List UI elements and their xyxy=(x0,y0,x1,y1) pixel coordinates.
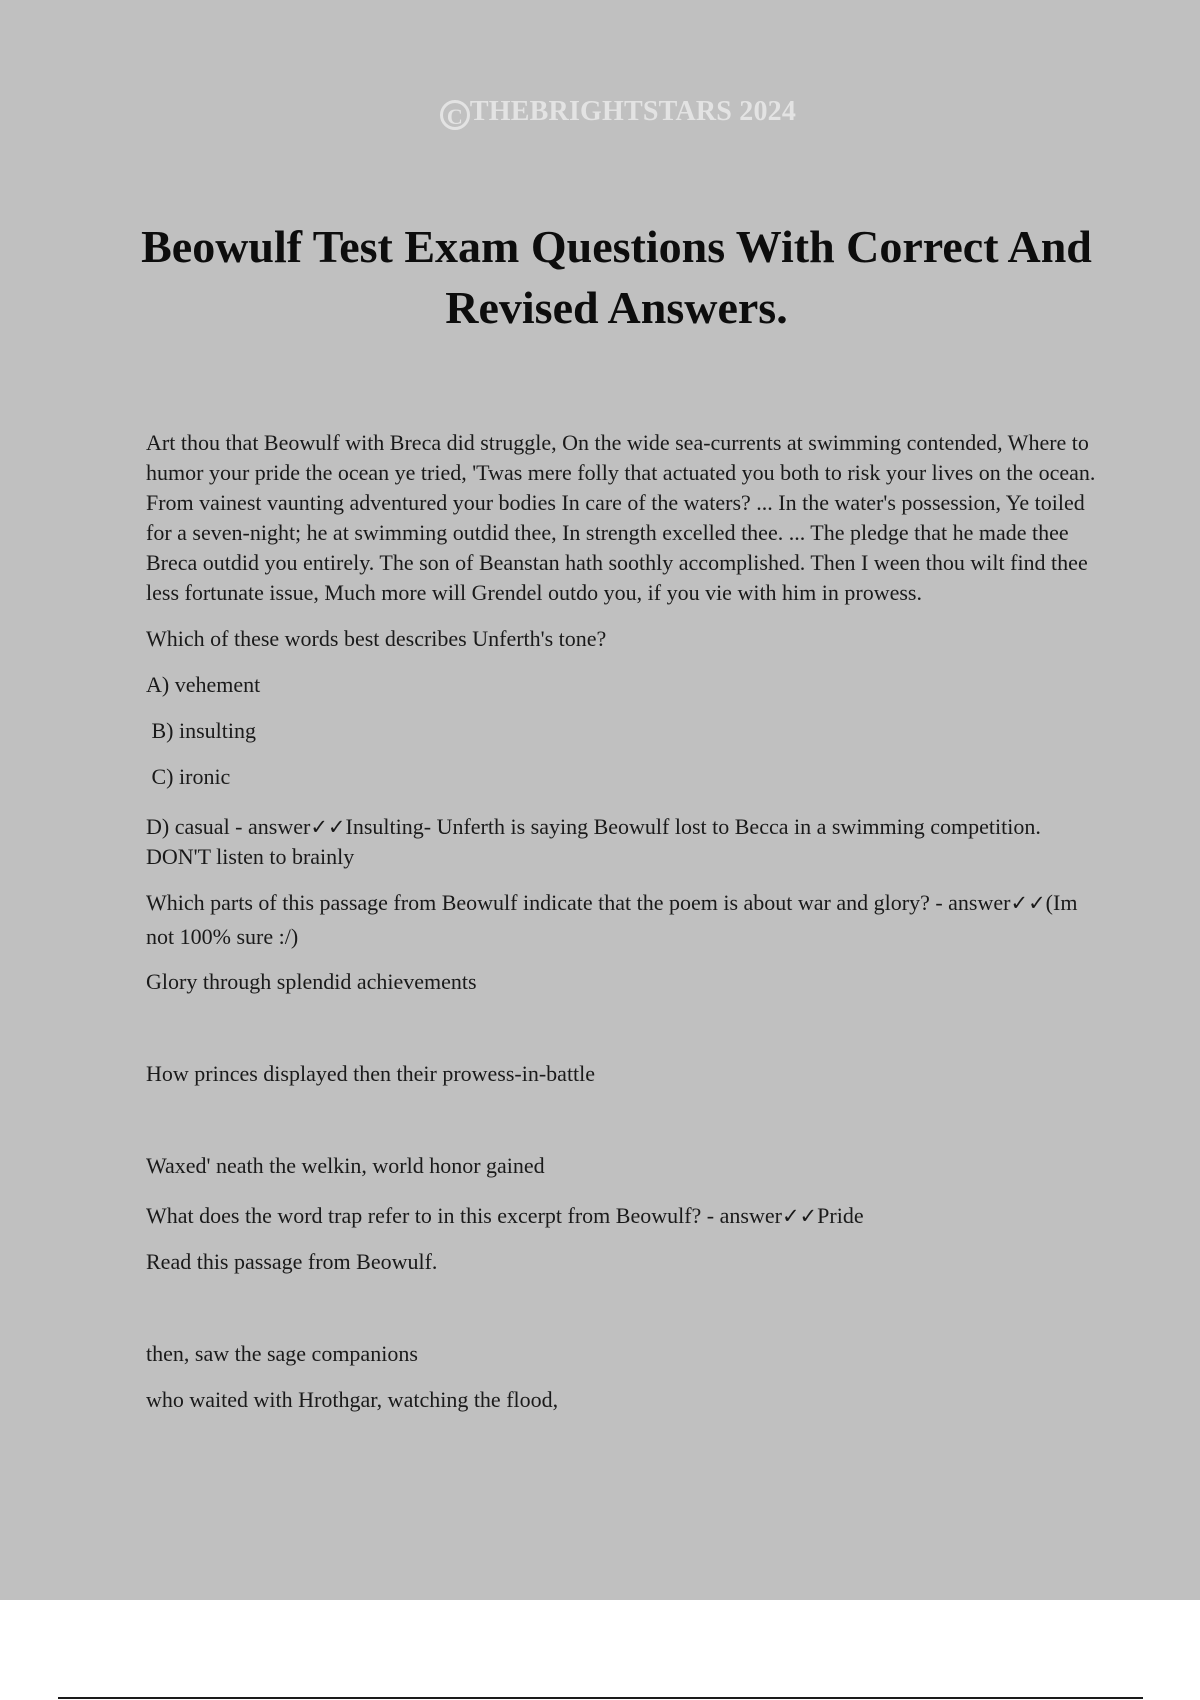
passage-paragraph: Art thou that Beowulf with Breca did struggle, On the wide sea-currents at swimming contended, Where to humor your pride the ocean ye tried, 'Twas mere folly that actuated you both to risk your lives on the ocean. From vainest vaunting adventured your bodies In care of the waters? ... In the water's possession, Ye toiled for a seven-night; he at swimming outdid thee, In strength excelled thee. ... The pledge that he made thee Breca outdid you entirely. The son of Beanstan hath soothly accomplished. Then I ween thou wilt find thee less fortunate issue, Much more will Grendel outdo you, if you vie with him in prowess. xyxy=(146,430,1096,605)
answer-text: Insulting- Unferth is saying Beowulf lost to Becca in a swimming competition. DON'T listen to brainly xyxy=(146,814,1041,869)
question-2 xyxy=(146,886,1101,953)
passage-intro: Read this passage from Beowulf. xyxy=(146,1249,438,1274)
option-c: C) ironic xyxy=(146,764,231,789)
answer-line-1: Glory through splendid achievements xyxy=(146,969,477,994)
question-3 xyxy=(146,1201,1101,1231)
option-b: B) insulting xyxy=(146,718,257,743)
question-3-text: What does the word trap refer to in this excerpt from Beowulf? - answer xyxy=(146,1203,782,1228)
document-title: Beowulf Test Exam Questions With Correct And Revised Answers. xyxy=(141,221,1092,333)
option-d-answer xyxy=(146,812,1101,872)
answer-line-3: Waxed' neath the welkin, world honor gained xyxy=(146,1153,545,1178)
question-1: Which of these words best describes Unferth's tone? xyxy=(146,626,607,651)
passage-line-1: then, saw the sage companions xyxy=(146,1341,418,1366)
watermark-text: THEBRIGHTSTARS 2024 xyxy=(469,96,797,127)
check-marks-icon: ✓✓ xyxy=(1010,891,1046,915)
question-2-text: Which parts of this passage from Beowulf indicate that the poem is about war and glory? - answer xyxy=(146,890,1011,915)
copyright-watermark xyxy=(0,96,1200,130)
answer-line-2: How princes displayed then their prowess-in-battle xyxy=(146,1061,596,1086)
document-body xyxy=(146,428,1101,1415)
answer-text: (Im not 100% sure :/) xyxy=(146,890,1078,949)
check-marks-icon: ✓✓ xyxy=(310,815,346,839)
option-d-label: D) casual - answer xyxy=(146,814,311,839)
copyright-icon: C xyxy=(440,100,470,130)
answer-text: Pride xyxy=(817,1203,864,1228)
footer-divider xyxy=(58,1697,1143,1699)
passage-line-2: who waited with Hrothgar, watching the flood, xyxy=(146,1387,559,1412)
option-a: A) vehement xyxy=(146,672,261,697)
check-marks-icon: ✓✓ xyxy=(781,1204,818,1228)
